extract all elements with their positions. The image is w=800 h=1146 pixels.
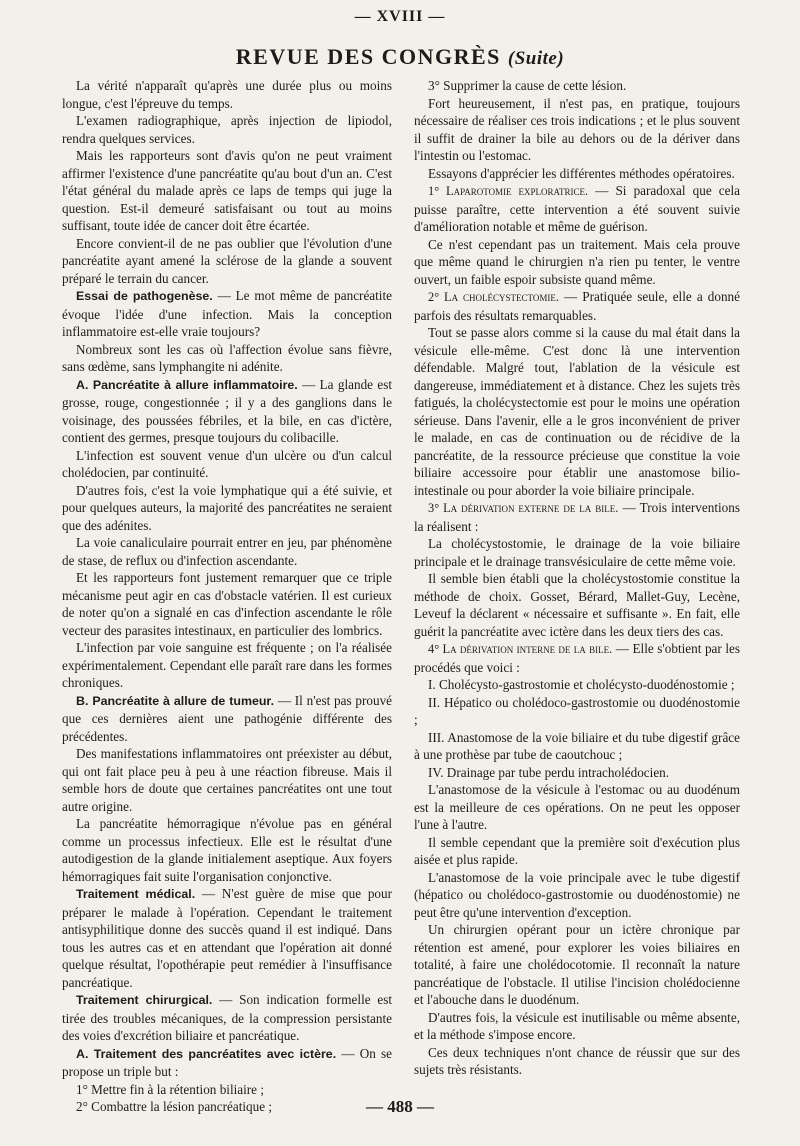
page-number: — 488 — — [366, 1097, 434, 1116]
paragraph — [62, 287, 392, 341]
paragraph: Il semble bien établi que la cholécystostomie constitue la méthode de choix. Gosset, Bérard, Mallet-Guy, Lecène, Leveuf la déclarent « nécessaire et suffisante ». En fait, elle guérit la pancréatite avec ictère dans les deux tiers des cas. — [414, 571, 740, 639]
title-suffix: (Suite) — [507, 48, 565, 69]
paragraph: D'autres fois, c'est la voie lymphatique qui a été suivie, et pour quelques auteurs, la majorité des pancréatites ne seraient que des adénites. — [62, 482, 392, 533]
paragraph — [414, 288, 740, 324]
paragraph: Un chirurgien opérant pour un ictère chronique par rétention est amené, pour explorer les voies biliaires en totalité, à faire une cholédocotomie. Il reconnaît la nature pancréatique de l'obstacle. Il utilise l'incision cholédocienne et l'abouche dans le duodénum. — [414, 922, 740, 1007]
list-item: 2° Combattre la lésion pancréatique ; — [76, 1099, 273, 1114]
list-item: 1° Mettre fin à la rétention biliaire ; — [76, 1081, 264, 1097]
paragraph-text: — Si paradoxal que cela puisse paraître, cette intervention a été souvent suivie d'amélioration notable et même de guérison. — [414, 183, 740, 234]
paragraph: Tout se passe alors comme si la cause du mal était dans la vésicule elle-même. C'est donc là une intervention défendable. Malgré tout, l'ablation de la vésicule est dangereuse, immédiatement et à distance. Chez les sujets très fatigués, la cholécystectomie est pour le moins une opération sérieuse. Dans l'avenir, elle a le gros inconvénient de priver le malade, en cas de continuation ou de récidive de la pancréatite, de la ressource précieuse que constitue la voie biliaire accessoire pour établir une anastomose bilio-intestinale ou pour aborder la voie biliaire principale. — [414, 325, 740, 498]
paragraph-text: — Il n'est pas prouvé que ces dernières aient une pathogénie différente des précédentes. — [62, 692, 393, 744]
paragraph — [62, 692, 392, 746]
title-main: REVUE DES CONGRÈS — [235, 44, 501, 69]
paragraph: La voie canaliculaire pourrait entrer en jeu, par phénomène de stase, de reflux ou d'infection ascendante. — [62, 535, 392, 568]
section-heading: 4° La dérivation interne de la bile. — [428, 642, 613, 656]
section-heading: A. Traitement des pancréatites avec ictère. — [76, 1046, 337, 1061]
journal-section-title — [0, 44, 800, 70]
paragraph — [62, 1045, 392, 1081]
paragraph: Mais les rapporteurs sont d'avis qu'on ne peut vraiment affirmer l'existence d'une pancréatite qu'au bout d'un an. C'est l'état général du malade après ce laps de temps qui juge la question. Est-il demeuré satisfaisant ou tout au moins suffisant, toute idée de cancer doit être écartée. — [62, 148, 392, 233]
paragraph: Il semble cependant que la première soit d'exécution plus aisée et plus rapide. — [414, 834, 740, 867]
section-heading: A. Pancréatite à allure inflammatoire. — [76, 377, 298, 392]
section-heading: B. Pancréatite à allure de tumeur. — [76, 693, 275, 708]
left-column — [62, 77, 392, 1116]
paragraph — [414, 499, 740, 535]
paragraph: D'autres fois, la vésicule est inutilisable ou même absente, et la méthode s'impose encore. — [414, 1009, 740, 1042]
paragraph-text: — Le mot même de pancréatite évoque l'idée d'une infection. Mais la conception inflammatoire est-elle vraie toujours? — [62, 288, 392, 339]
paragraph — [414, 182, 740, 236]
paragraph: L'anastomose de la voie principale avec le tube digestif (hépatico ou cholédoco-gastrostomie ou duodénostomie) ne peut être qu'une intervention d'exception. — [414, 869, 740, 920]
list-item: III. Anastomose de la voie biliaire et du tube digestif grâce à une prothèse par tube de caoutchouc ; — [414, 729, 740, 762]
paragraph: L'examen radiographique, après injection de lipiodol, rendra quelques services. — [62, 113, 392, 146]
paragraph: La pancréatite hémorragique n'évolue pas en général comme un processus infectieux. Elle est le résultat d'une autodigestion de la glande initialement aseptique. Aux foyers hémorragiques fait suite l'organisation conjonctive. — [62, 816, 392, 884]
paragraph: Ce n'est cependant pas un traitement. Mais cela prouve que même quand le chirurgien n'a rien pu tenter, le ventre ouvert, un faible espoir subsiste quand même. — [414, 236, 740, 287]
paragraph — [62, 991, 392, 1045]
paragraph: Essayons d'apprécier les différentes méthodes opératoires. — [428, 165, 735, 181]
section-heading: Traitement chirurgical. — [76, 993, 213, 1007]
paragraph — [62, 376, 392, 447]
paragraph-text: — Trois interventions la réalisent : — [414, 500, 740, 534]
paragraph: Des manifestations inflammatoires ont préexister au début, qui ont fait place peu à peu à une réaction fibreuse. Mais il semble hors de doute que certaines pancréatites ont une tout autre origine. — [62, 746, 392, 814]
paragraph-text: — On se propose un triple but : — [62, 1045, 392, 1079]
paragraph: L'infection par voie sanguine est fréquente ; on l'a réalisée expérimentalement. Cependant elle paraît rare dans les formes chroniques. — [62, 640, 392, 690]
paragraph-text: — La glande est grosse, rouge, congestionnée ; il y a des ganglions dans le voisinage, des poussées fébriles, et la bile, en cas d'ictère, contient des germes, presque toujours du colibacille. — [62, 376, 393, 445]
paragraph: Encore convient-il de ne pas oublier que l'évolution d'une pancréatite ayant amené la sclérose de la glande a souvent préparé le terrain du cancer. — [62, 235, 392, 286]
paragraph-text: — N'est guère de mise que pour préparer le malade à l'opération. Cependant le traitement antisyphilitique donne des succès quand il est indiqué. Dans tous les autres cas et en attendant que l'opération ait donné quelque résultat, l'opothérapie peut remédier à l'insuffisance pancréatique. — [62, 886, 392, 990]
section-heading: 2° La cholécystectomie. — [428, 290, 559, 304]
paragraph: La cholécystostomie, le drainage de la voie biliaire principale et le drainage transvésiculaire de cette même voie. — [414, 536, 740, 569]
section-heading: Essai de pathogenèse. — [76, 289, 213, 303]
list-item: I. Cholécysto-gastrostomie et cholécysto-duodénostomie ; — [428, 677, 735, 692]
section-heading: Traitement médical. — [76, 887, 196, 901]
right-column — [414, 77, 740, 1079]
paragraph: Nombreux sont les cas où l'affection évolue sans fièvre, sans œdème, sans lymphangite ni adénite. — [62, 341, 392, 374]
section-heading: 3° La dérivation externe de la bile. — [428, 501, 619, 515]
paragraph: Ces deux techniques n'ont chance de réussir que sur des sujets très résistants. — [414, 1044, 740, 1077]
paragraph: L'infection est souvent venue d'un ulcère ou d'un calcul cholédocien, par continuité. — [62, 447, 392, 480]
paragraph-text: — Elle s'obtient par les procédés que voici : — [414, 641, 740, 675]
paragraph — [414, 640, 740, 676]
list-item: IV. Drainage par tube perdu intracholédocien. — [428, 764, 670, 780]
roman-page-number: — XVIII — — [354, 8, 446, 25]
paragraph: L'anastomose de la vésicule à l'estomac ou au duodénum est la meilleure de ces opérations. On ne peut les opposer l'une à l'autre. — [414, 782, 740, 832]
paragraph-text: — Son indication formelle est tirée des troubles mécaniques, de la compression persistante des voies d'excrétion biliaire et pancréatique. — [62, 992, 393, 1043]
paragraph: La vérité n'apparaît qu'après une durée plus ou moins longue, c'est l'épreuve du temps. — [62, 78, 392, 111]
paragraph: Fort heureusement, il n'est pas, en pratique, toujours nécessaire de réaliser ces trois indications ; et le plus souvent il suffit de drainer la bile au dehors ou de la dériver dans l'intestin ou l'estomac. — [414, 95, 740, 163]
paragraph — [62, 885, 392, 991]
list-item: 3° Supprimer la cause de cette lésion. — [428, 78, 627, 93]
section-heading: 1° Laparotomie exploratrice. — [428, 184, 589, 198]
paragraph: Et les rapporteurs font justement remarquer que ce triple mécanisme peut agir en cas d'obstacle vatérien. Il est curieux de noter qu'on a signalé en cas d'infection ascendante le rôle vecteur des parasites intestinaux, en particulier des lombrics. — [62, 570, 392, 638]
list-item: II. Hépatico ou cholédoco-gastrostomie ou duodénostomie ; — [414, 694, 740, 727]
paragraph-text: — Pratiquée seule, elle a donné parfois des résultats remarquables. — [414, 289, 740, 323]
